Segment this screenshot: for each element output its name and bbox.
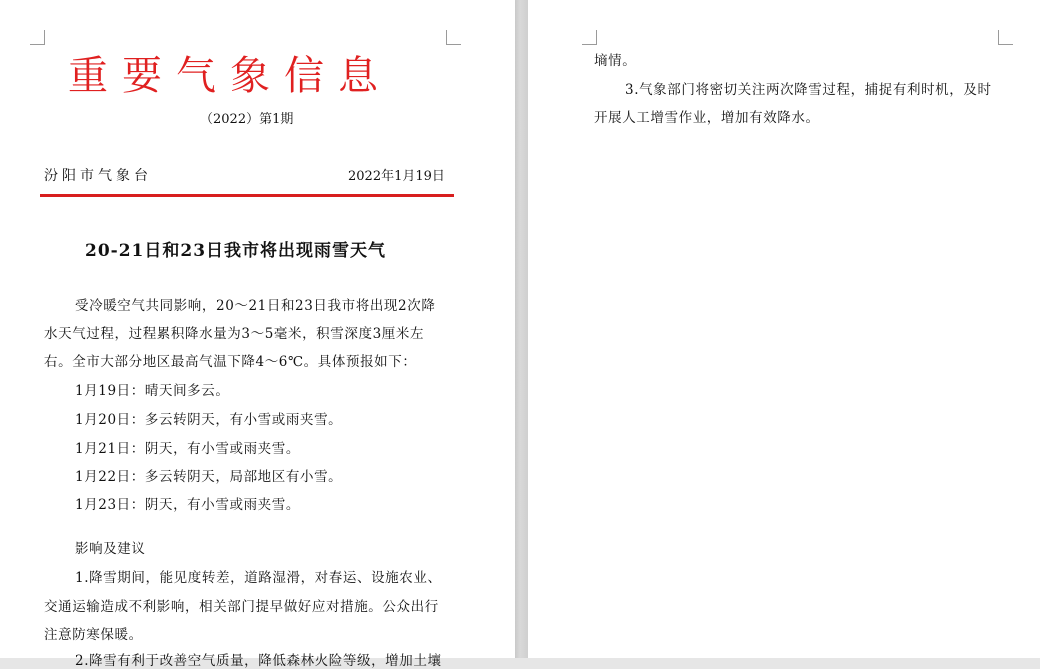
page-gutter <box>515 0 528 658</box>
intro-line: 受冷暖空气共同影响，20～21日和23日我市将出现2次降 <box>75 298 436 314</box>
continuation-line: 3.气象部门将密切关注两次降雪过程，捕捉有利时机，及时 <box>625 82 992 98</box>
document-page-left <box>0 0 515 669</box>
issue-number: （2022）第1期 <box>200 112 294 127</box>
forecast-item: 1月23日：阴天，有小雪或雨夹雪。 <box>75 497 300 513</box>
forecast-item: 1月19日：晴天间多云。 <box>75 383 230 399</box>
margin-mark-top-right <box>998 30 1013 45</box>
forecast-item: 1月21日：阴天，有小雪或雨夹雪。 <box>75 441 300 457</box>
forecast-item: 1月20日：多云转阴天，有小雪或雨夹雪。 <box>75 412 343 428</box>
intro-line: 右。全市大部分地区最高气温下降4～6℃。具体预报如下： <box>44 354 417 370</box>
red-divider-line <box>40 194 454 197</box>
issuer-name: 汾阳市气象台 <box>44 168 152 184</box>
document-title: 重要气象信息 <box>68 53 392 99</box>
margin-mark-top-right <box>446 30 461 45</box>
intro-line: 水天气过程，过程累积降水量为3～5毫米，积雪深度3厘米左 <box>44 326 425 342</box>
advice-line: 1.降雪期间，能见度转差，道路湿滑，对春运、设施农业、 <box>75 570 442 586</box>
continuation-line: 开展人工增雪作业，增加有效降水。 <box>594 110 820 126</box>
advice-line: 交通运输造成不利影响，相关部门提早做好应对措施。公众出行 <box>44 599 439 615</box>
document-page-right <box>528 0 1040 658</box>
margin-mark-top-left <box>30 30 45 45</box>
forecast-item: 1月22日：多云转阴天，局部地区有小雪。 <box>75 469 343 485</box>
article-headline: 20-21日和23日我市将出现雨雪天气 <box>85 241 387 261</box>
continuation-line: 墒情。 <box>594 53 637 69</box>
issue-date: 2022年1月19日 <box>348 169 445 184</box>
section-heading: 影响及建议 <box>75 541 146 557</box>
margin-mark-top-left <box>582 30 597 45</box>
advice-line: 2.降雪有利于改善空气质量，降低森林火险等级，增加土壤 <box>75 653 442 669</box>
advice-line: 注意防寒保暖。 <box>44 627 143 643</box>
